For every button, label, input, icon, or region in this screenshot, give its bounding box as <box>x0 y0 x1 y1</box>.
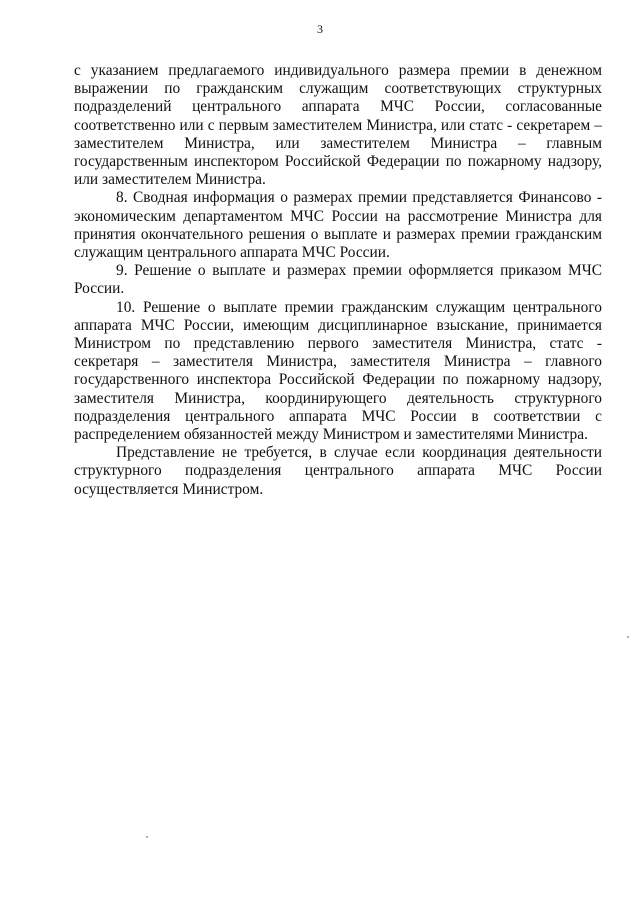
paragraph-continuation: с указанием предлагаемого индивидуального размера премии в денежном выражении по гражданским служащим соответствующих структурных подразделений центрального аппарата МЧС России, согласованные соответственно или с первым заместителем Министра, или статс - секретарем – заместителем Министра, или заместителем Министра – главным государственным инспектором Российской Федерации по пожарному надзору, или заместителем Министра. <box>74 62 602 189</box>
scan-speck <box>146 836 148 838</box>
page-number: 3 <box>317 22 323 36</box>
paragraph-exception-note: Представление не требуется, в случае если координация деятельности структурного подразделения центрального аппарата МЧС России осуществляется Министром. <box>74 444 602 498</box>
paragraph-item-8: 8. Сводная информация о размерах премии представляется Финансово - экономическим департаментом МЧС России на рассмотрение Министра для принятия окончательного решения о выплате и размерах премии гражданским служащим центрального аппарата МЧС России. <box>74 189 602 262</box>
document-body <box>74 62 602 499</box>
paragraph-item-9: 9. Решение о выплате и размерах премии оформляется приказом МЧС России. <box>74 262 602 298</box>
scan-speck <box>627 636 629 638</box>
paragraph-item-10: 10. Решение о выплате премии гражданским служащим центрального аппарата МЧС России, имеющим дисциплинарное взыскание, принимается Министром по представлению первого заместителя Министра, статс - секретаря – заместителя Министра, заместителя Министра – главного государственного инспектора Российской Федерации по пожарному надзору, заместителя Министра, координирующего деятельность структурного подразделения центрального аппарата МЧС России в соответствии с распределением обязанностей между Министром и заместителями Министра. <box>74 298 602 444</box>
